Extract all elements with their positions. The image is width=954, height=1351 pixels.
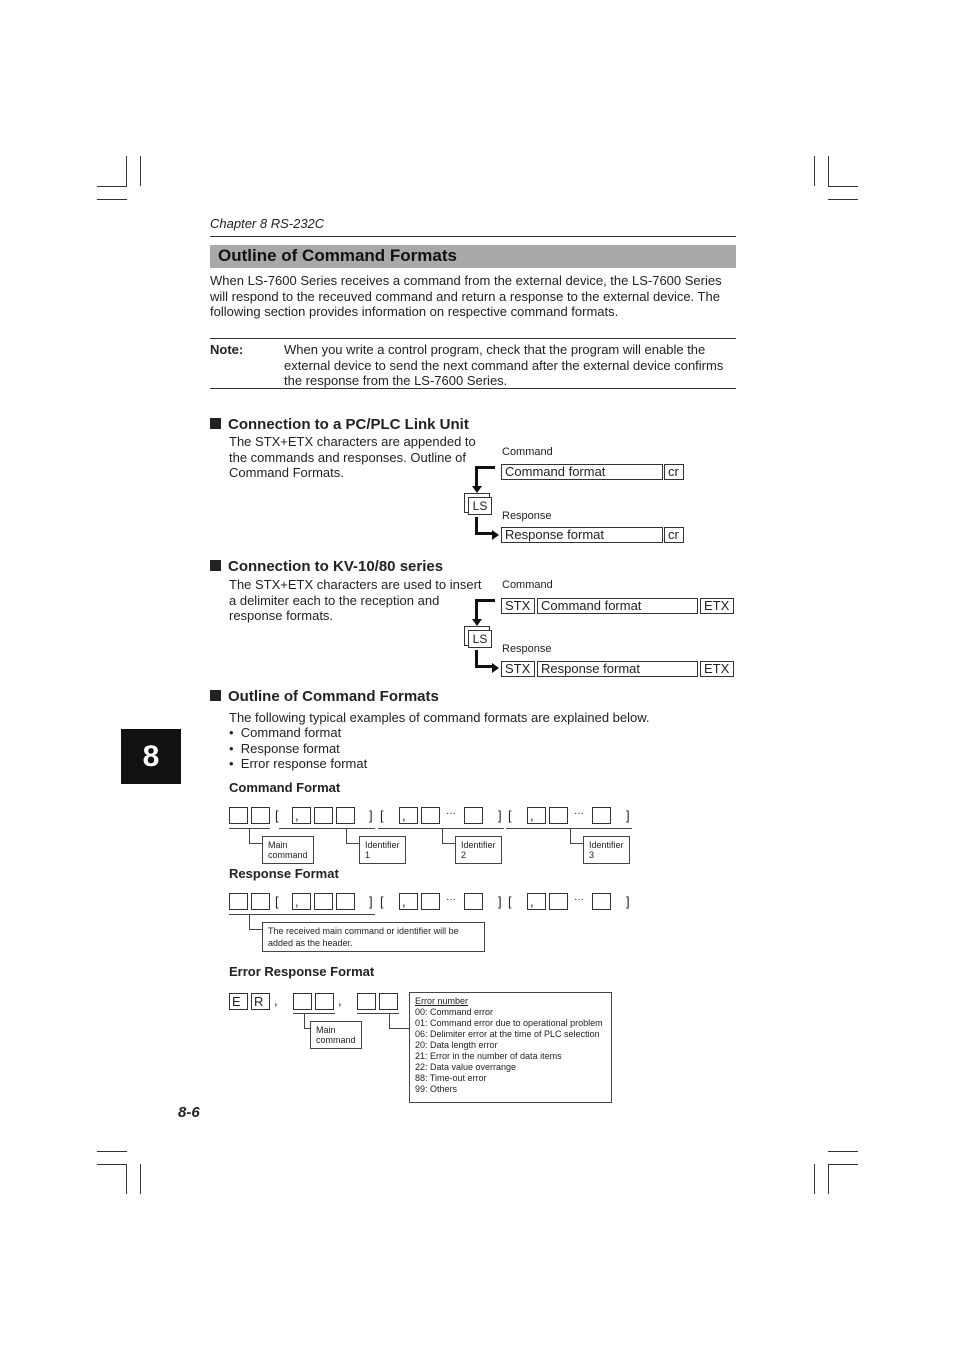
error-number-box	[409, 992, 612, 1103]
list-item: • Error response format	[229, 756, 368, 772]
bracket-close: ]	[369, 808, 373, 823]
bracket-open: [	[508, 808, 512, 823]
label-identifier-1: Identifier 1	[359, 836, 406, 864]
char-box	[464, 807, 483, 824]
comma-box: ,	[399, 893, 418, 910]
s2-command-label: Command	[502, 579, 553, 591]
square-bullet-icon	[210, 690, 221, 701]
char-box	[251, 893, 270, 910]
comma-box: ,	[274, 993, 278, 1008]
crop-mark	[126, 1164, 127, 1194]
underline	[506, 828, 632, 829]
leader-line	[249, 929, 262, 930]
char-box	[592, 807, 611, 824]
comma-box: ,	[527, 807, 546, 824]
ellipsis: ···	[446, 808, 456, 819]
ellipsis: ···	[574, 894, 584, 905]
crop-mark	[814, 1164, 815, 1194]
comma-box: ,	[292, 807, 311, 824]
s2-etx-box-2: ETX	[700, 661, 734, 677]
s1-command-format-box: Command format	[501, 464, 663, 480]
crop-mark	[828, 199, 858, 200]
s1-command-label: Command	[502, 446, 553, 458]
s2-etx-box: ETX	[700, 598, 734, 614]
char-box	[229, 893, 248, 910]
s2-arrow-bottom	[475, 650, 493, 668]
char-box	[549, 807, 568, 824]
error-letter-r: R	[251, 993, 270, 1010]
underline	[378, 828, 504, 829]
bullet-list	[229, 725, 367, 772]
bracket-close: ]	[498, 808, 502, 823]
error-code: 20: Data length error	[415, 1040, 498, 1050]
ellipsis: ···	[574, 808, 584, 819]
s2-stx-box: STX	[501, 598, 535, 614]
leader-line	[304, 1014, 305, 1028]
section-heading-pc-plc: Connection to a PC/PLC Link Unit	[210, 416, 469, 433]
s1-arrow-bottom	[475, 517, 493, 535]
s2-response-format-box: Response format	[537, 661, 698, 677]
crop-mark	[140, 1164, 141, 1194]
crop-mark	[828, 1164, 858, 1165]
error-code: 22: Data value overrange	[415, 1062, 517, 1072]
response-format-heading: Response Format	[229, 866, 339, 881]
s1-arrow-head-down	[472, 486, 482, 493]
s1-cr-box: cr	[664, 464, 684, 480]
crop-mark	[828, 1151, 858, 1152]
note-rule-bottom	[210, 388, 736, 389]
leader-line	[389, 1014, 390, 1028]
leader-line	[249, 829, 250, 843]
crop-mark	[97, 199, 127, 200]
char-box	[592, 893, 611, 910]
s1-response-format-box: Response format	[501, 527, 663, 543]
char-box	[357, 993, 376, 1010]
comma-box: ,	[338, 993, 342, 1008]
bracket-close: ]	[369, 894, 373, 909]
s1-cr-box-2: cr	[664, 527, 684, 543]
char-box	[315, 993, 334, 1010]
crop-mark	[97, 186, 127, 187]
comma-box: ,	[527, 893, 546, 910]
error-code: 99: Others	[415, 1084, 458, 1094]
s1-arrow-head-right	[492, 530, 499, 540]
label-main-command: Main command	[262, 836, 314, 864]
bracket-open: [	[275, 808, 279, 823]
error-code: 00: Command error	[415, 1007, 494, 1017]
leader-line	[442, 843, 455, 844]
label-identifier-2: Identifier 2	[455, 836, 502, 864]
underline	[279, 828, 375, 829]
intro-paragraph: When LS-7600 Series receives a command from the external device, the LS-7600 Series will respond to the receuved command and return a response to the external device. The following section provides information on respective command formats.	[210, 273, 722, 320]
bracket-open: [	[380, 808, 384, 823]
page-title-text: Outline of Command Formats	[218, 246, 457, 265]
bracket-close: ]	[498, 894, 502, 909]
comma-box: ,	[292, 893, 311, 910]
error-letter-e: E	[229, 993, 248, 1010]
s2-arrow-head-right	[492, 663, 499, 673]
ellipsis: ···	[446, 894, 456, 905]
crop-mark	[814, 156, 815, 186]
crop-mark	[126, 156, 127, 186]
list-item: • Command format	[229, 725, 342, 740]
section2-text: The STX+ETX characters are used to insert a delimiter each to the reception and response formats.	[229, 577, 482, 624]
char-box	[379, 993, 398, 1010]
char-box	[421, 893, 440, 910]
char-box	[314, 893, 333, 910]
error-label-main-command: Main command	[310, 1021, 362, 1049]
crop-mark	[828, 186, 858, 187]
crop-mark	[140, 156, 141, 186]
bracket-close: ]	[626, 894, 630, 909]
section-heading-kv: Connection to KV-10/80 series	[210, 558, 443, 575]
error-code: 06: Delimiter error at the time of PLC selection	[415, 1029, 600, 1039]
crop-mark	[828, 156, 829, 186]
s2-arrow-head-down	[472, 619, 482, 626]
label-response-note: The received main command or identifier will be added as the header.	[262, 922, 485, 952]
command-format-heading: Command Format	[229, 780, 341, 795]
leader-line	[249, 915, 250, 929]
note-text: When you write a control program, check that the program will enable the external device to send the next command after the external device confirms the response from the LS-7600 Series.	[284, 342, 724, 389]
char-box	[293, 993, 312, 1010]
leader-line	[570, 843, 583, 844]
leader-line	[442, 829, 443, 843]
comma-box: ,	[399, 807, 418, 824]
leader-line	[346, 843, 359, 844]
chapter-header: Chapter 8 RS-232C	[210, 216, 325, 231]
label-identifier-3: Identifier 3	[583, 836, 630, 864]
crop-mark	[97, 1164, 127, 1165]
s2-command-format-box: Command format	[537, 598, 698, 614]
bracket-open: [	[275, 894, 279, 909]
error-code: 88: Time-out error	[415, 1073, 487, 1083]
bracket-open: [	[380, 894, 384, 909]
section-heading-outline: Outline of Command Formats	[210, 688, 439, 705]
note-label: Note:	[210, 342, 244, 357]
error-code: 21: Error in the number of data items	[415, 1051, 562, 1061]
error-format-heading: Error Response Format	[229, 964, 375, 979]
section3-text: The following typical examples of command formats are explained below.	[229, 710, 650, 725]
crop-mark	[828, 1164, 829, 1194]
underline	[357, 1013, 399, 1014]
char-box	[229, 807, 248, 824]
page-title	[210, 245, 736, 268]
section1-text: The STX+ETX characters are appended to the commands and responses. Outline of Command Formats.	[229, 434, 476, 481]
char-box	[549, 893, 568, 910]
s1-ls-box: LS	[464, 493, 492, 515]
square-bullet-icon	[210, 560, 221, 571]
square-bullet-icon	[210, 418, 221, 429]
bracket-open: [	[508, 894, 512, 909]
s1-response-label: Response	[502, 510, 552, 522]
page-number: 8-6	[178, 1104, 200, 1121]
s2-response-label: Response	[502, 643, 552, 655]
leader-line	[249, 843, 262, 844]
leader-line	[346, 829, 347, 843]
header-rule	[210, 236, 736, 237]
s2-ls-box: LS	[464, 626, 492, 648]
leader-line	[570, 829, 571, 843]
error-number-title: Error number	[415, 996, 469, 1006]
bracket-close: ]	[626, 808, 630, 823]
list-item: • Response format	[229, 740, 340, 756]
note-rule-top	[210, 338, 736, 339]
chapter-tab: 8	[121, 729, 181, 784]
char-box	[314, 807, 333, 824]
leader-line	[389, 1028, 409, 1029]
underline	[229, 914, 375, 915]
char-box	[336, 807, 355, 824]
char-box	[421, 807, 440, 824]
error-code: 01: Command error due to operational problem	[415, 1018, 603, 1028]
char-box	[251, 807, 270, 824]
s2-stx-box-2: STX	[501, 661, 535, 677]
underline	[293, 1013, 335, 1014]
char-box	[336, 893, 355, 910]
crop-mark	[97, 1151, 127, 1152]
char-box	[464, 893, 483, 910]
